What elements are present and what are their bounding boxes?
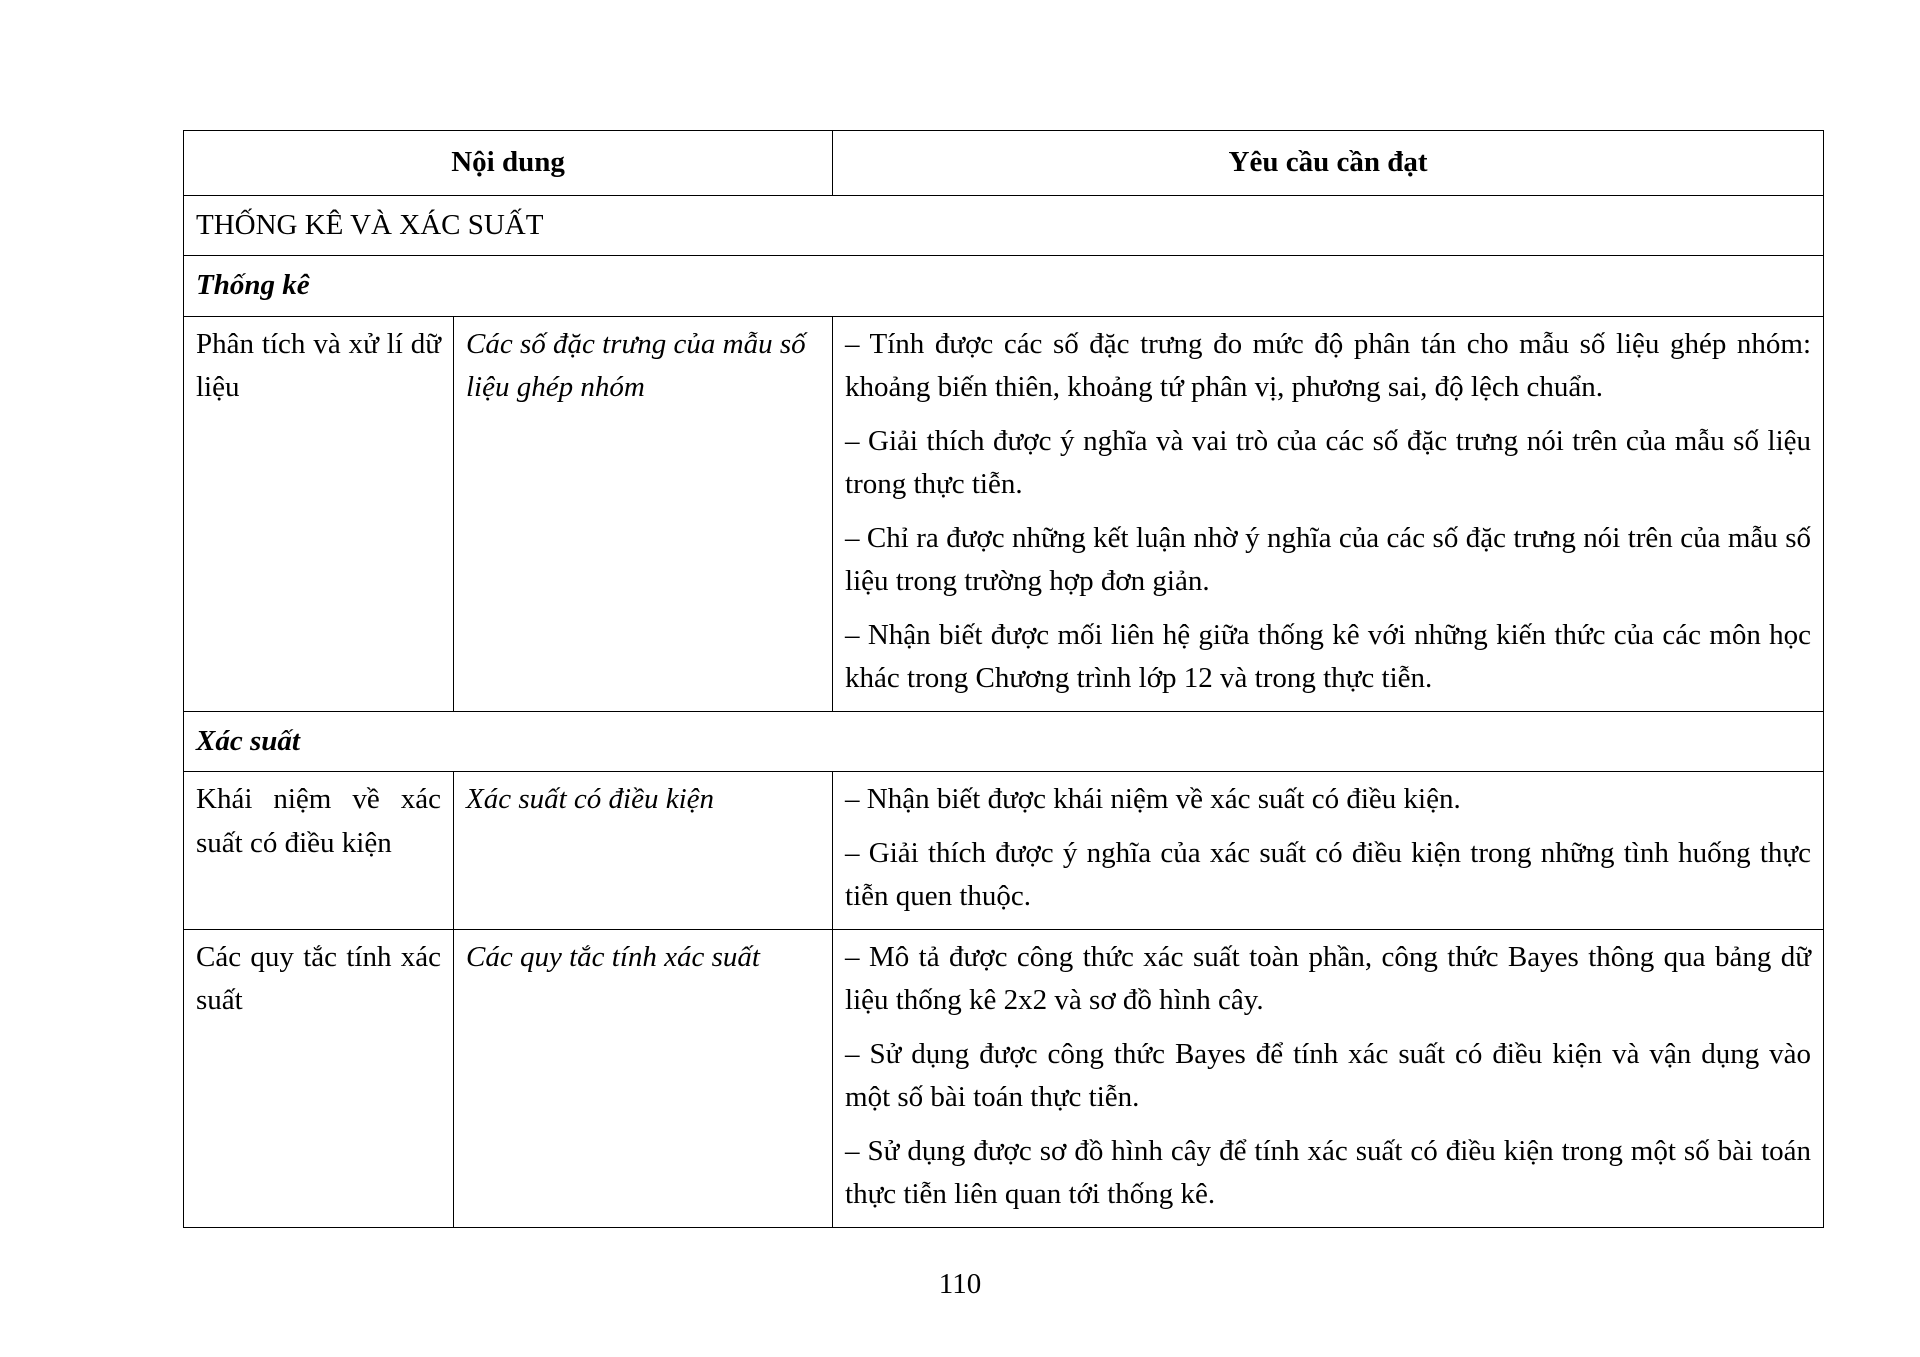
- curriculum-table: [183, 130, 1824, 1228]
- header-requirements: Yêu cầu cần đạt: [833, 131, 1824, 196]
- requirement-item: – Giải thích được ý nghĩa và vai trò của các số đặc trưng nói trên của mẫu số liệu trong thực tiễn.: [845, 424, 1812, 500]
- row-content: Các số đặc trưng của mẫu số liệu ghép nhóm: [454, 316, 833, 711]
- subsection-row-statistics: [184, 256, 1824, 317]
- row-topic: Các quy tắc tính xác suất: [184, 929, 454, 1227]
- header-content: Nội dung: [184, 131, 833, 196]
- row-topic: Khái niệm về xác suất có điều kiện: [184, 772, 454, 930]
- section-title-row: [184, 195, 1824, 256]
- row-requirements: [833, 772, 1824, 930]
- subsection-title-probability: Xác suất: [184, 711, 1824, 772]
- section-title: THỐNG KÊ VÀ XÁC SUẤT: [184, 195, 1824, 256]
- subsection-title-statistics: Thống kê: [184, 256, 1824, 317]
- requirement-item: – Sử dụng được sơ đồ hình cây để tính xác suất có điều kiện trong một số bài toán thực tiễn liên quan tới thống kê.: [845, 1134, 1812, 1210]
- row-requirements: [833, 316, 1824, 711]
- requirement-item: – Mô tả được công thức xác suất toàn phần, công thức Bayes thông qua bảng dữ liệu thống kê 2x2 và sơ đồ hình cây.: [845, 940, 1812, 1016]
- row-content: Xác suất có điều kiện: [454, 772, 833, 930]
- row-content: Các quy tắc tính xác suất: [454, 929, 833, 1227]
- requirement-item: – Nhận biết được mối liên hệ giữa thống kê với những kiến thức của các môn học khác trong Chương trình lớp 12 và trong thực tiễn.: [845, 618, 1812, 694]
- requirement-item: – Sử dụng được công thức Bayes để tính xác suất có điều kiện và vận dụng vào một số bài toán thực tiễn.: [845, 1037, 1812, 1113]
- requirement-item: – Tính được các số đặc trưng đo mức độ phân tán cho mẫu số liệu ghép nhóm: khoảng biến thiên, khoảng tứ phân vị, phương sai, độ lệch chuẩn.: [845, 327, 1812, 403]
- table-row: [184, 316, 1824, 711]
- row-requirements: [833, 929, 1824, 1227]
- subsection-row-probability: [184, 711, 1824, 772]
- requirement-item: – Giải thích được ý nghĩa của xác suất có điều kiện trong những tình huống thực tiễn quen thuộc.: [845, 836, 1812, 912]
- requirement-item: – Nhận biết được khái niệm về xác suất có điều kiện.: [845, 783, 1461, 815]
- table-row: [184, 772, 1824, 930]
- row-topic: Phân tích và xử lí dữ liệu: [184, 316, 454, 711]
- page-number: 110: [938, 1268, 982, 1300]
- requirement-item: – Chỉ ra được những kết luận nhờ ý nghĩa của các số đặc trưng nói trên của mẫu số liệu trong trường hợp đơn giản.: [845, 521, 1812, 597]
- table-row: [184, 929, 1824, 1227]
- table-header-row: [184, 131, 1824, 196]
